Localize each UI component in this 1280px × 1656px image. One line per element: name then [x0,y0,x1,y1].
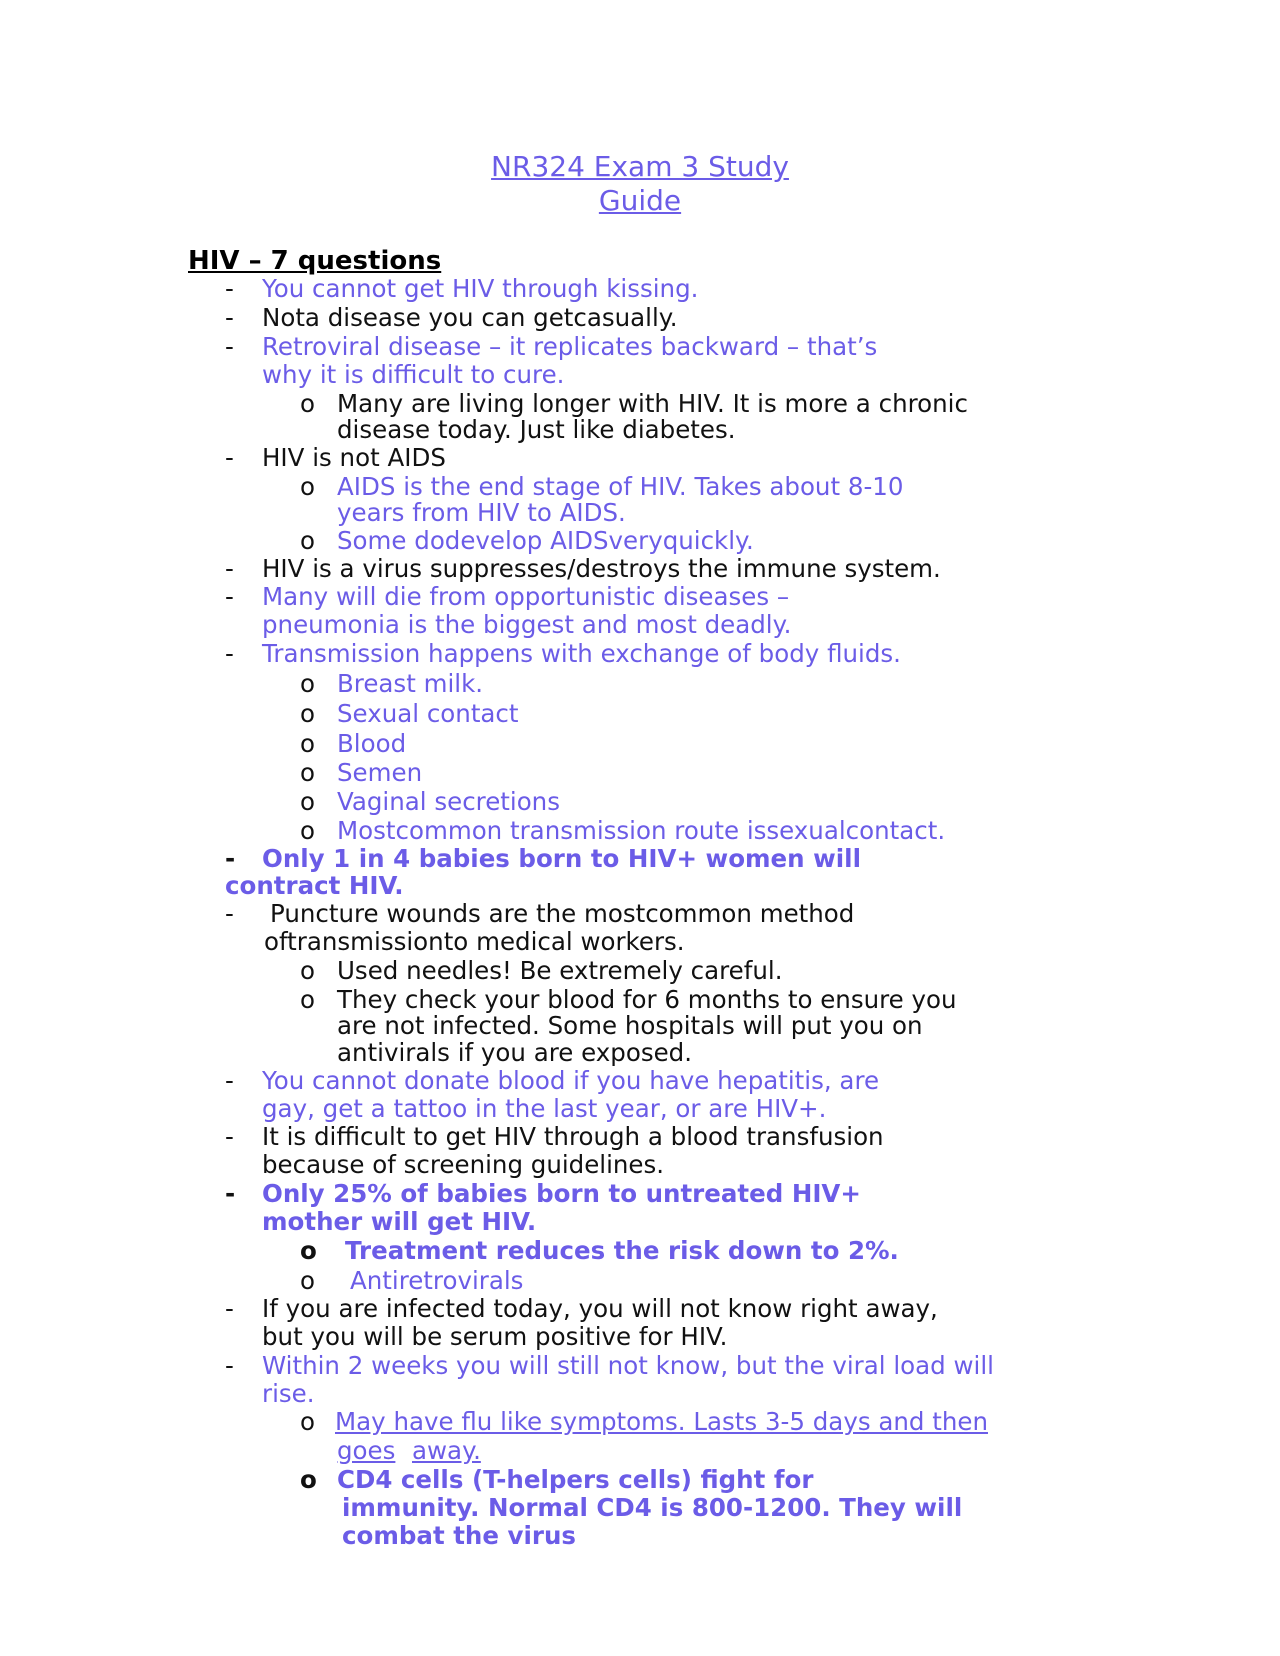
circle-bullet: o [300,389,315,418]
list-item: Within 2 weeks you will still not know, but the viral load will [262,1351,994,1380]
dash-bullet: - [225,844,236,873]
sub-list-item-continued: are not infected. Some hospitals will put you on [337,1011,923,1040]
circle-bullet: o [300,1465,317,1494]
circle-bullet: o [300,956,315,985]
document-title [0,150,1280,218]
sub-list-item: Mostcommon transmission route issexualcontact. [337,816,946,845]
dash-bullet: - [225,332,234,361]
title-line-1: NR324 Exam 3 Study [491,150,789,183]
sub-list-item-continued: antivirals if you are exposed. [337,1038,692,1067]
circle-bullet: o [300,1266,315,1295]
dash-bullet: - [225,899,234,928]
dash-bullet: - [225,1066,234,1095]
dash-bullet: - [225,1351,234,1380]
list-item: Only 1 in 4 babies born to HIV+ women will [262,844,861,873]
sub-list-item: AIDS is the end stage of HIV. Takes about 8-10 [337,472,904,501]
sub-list-item-continued: years from HIV to AIDS. [337,498,626,527]
circle-bullet: o [300,787,315,816]
circle-bullet: o [300,472,315,501]
sub-list-item: May have flu like symptoms. Lasts 3-5 days and then [335,1407,988,1436]
sub-list-item: Treatment reduces the risk down to 2%. [345,1236,899,1265]
section-heading: HIV – 7 questions [188,246,442,276]
list-item: Puncture wounds are the mostcommon method [270,899,855,928]
circle-bullet: o [300,1407,315,1436]
sub-list-item: CD4 cells (T-helpers cells) fight for [337,1465,814,1494]
sub-list-item: Some dodevelop AIDSveryquickly. [337,526,754,555]
title-line-2: Guide [598,184,682,217]
list-item-continued: because of screening guidelines. [262,1150,665,1179]
dash-bullet: - [225,1294,234,1323]
list-item: HIV is a virus suppresses/destroys the immune system. [262,554,941,583]
list-item: Many will die from opportunistic diseases – [262,582,790,611]
dash-bullet: - [225,274,234,303]
dash-bullet: - [225,1122,234,1151]
list-item: If you are infected today, you will not know right away, [262,1294,938,1323]
list-item-continued: why it is difficult to cure. [262,360,565,389]
sub-list-item-continued: combat the virus [342,1521,576,1550]
list-item-continued: mother will get HIV. [262,1207,537,1236]
circle-bullet: o [300,1236,317,1265]
list-item: Only 25% of babies born to untreated HIV+ [262,1179,861,1208]
circle-bullet: o [300,985,315,1014]
sub-list-item: Used needles! Be extremely careful. [337,956,783,985]
sub-list-item: They check your blood for 6 months to ensure you [337,985,957,1014]
list-item: Nota disease you can getcasually. [262,303,678,332]
circle-bullet: o [300,526,315,555]
sub-list-item: Semen [337,758,423,787]
list-item: It is difficult to get HIV through a blood transfusion [262,1122,884,1151]
dash-bullet: - [225,303,234,332]
sub-list-item-continued: goes [337,1436,396,1465]
list-item: You cannot donate blood if you have hepatitis, are [262,1066,880,1095]
sub-list-item-continued: immunity. Normal CD4 is 800-1200. They will [342,1493,963,1522]
circle-bullet: o [300,729,315,758]
list-item-continued: pneumonia is the biggest and most deadly. [262,610,792,639]
list-item-continued: gay, get a tattoo in the last year, or are HIV+. [262,1094,827,1123]
list-item: HIV is not AIDS [262,443,446,472]
dash-bullet: - [225,1179,236,1208]
sub-list-item: Blood [337,729,407,758]
sub-list-item: Vaginal secretions [337,787,560,816]
sub-list-item-continued: away. [412,1436,481,1465]
dash-bullet: - [225,639,234,668]
list-item-continued: but you will be serum positive for HIV. [262,1322,728,1351]
list-item-continued: contract HIV. [225,871,404,900]
sub-list-item: Many are living longer with HIV. It is more a chronic [337,389,968,418]
sub-list-item: Breast milk. [337,669,484,698]
sub-list-item: Sexual contact [337,699,519,728]
sub-list-item: Antiretrovirals [350,1266,524,1295]
circle-bullet: o [300,758,315,787]
circle-bullet: o [300,669,315,698]
list-item-continued: oftransmissionto medical workers. [264,927,685,956]
list-item: Retroviral disease – it replicates backward – that’s [262,332,878,361]
list-item: You cannot get HIV through kissing. [262,274,699,303]
dash-bullet: - [225,443,234,472]
circle-bullet: o [300,816,315,845]
circle-bullet: o [300,699,315,728]
list-item: Transmission happens with exchange of body fluids. [262,639,901,668]
dash-bullet: - [225,554,234,583]
dash-bullet: - [225,582,234,611]
sub-list-item-continued: disease today. Just like diabetes. [337,415,736,444]
list-item-continued: rise. [262,1379,315,1408]
